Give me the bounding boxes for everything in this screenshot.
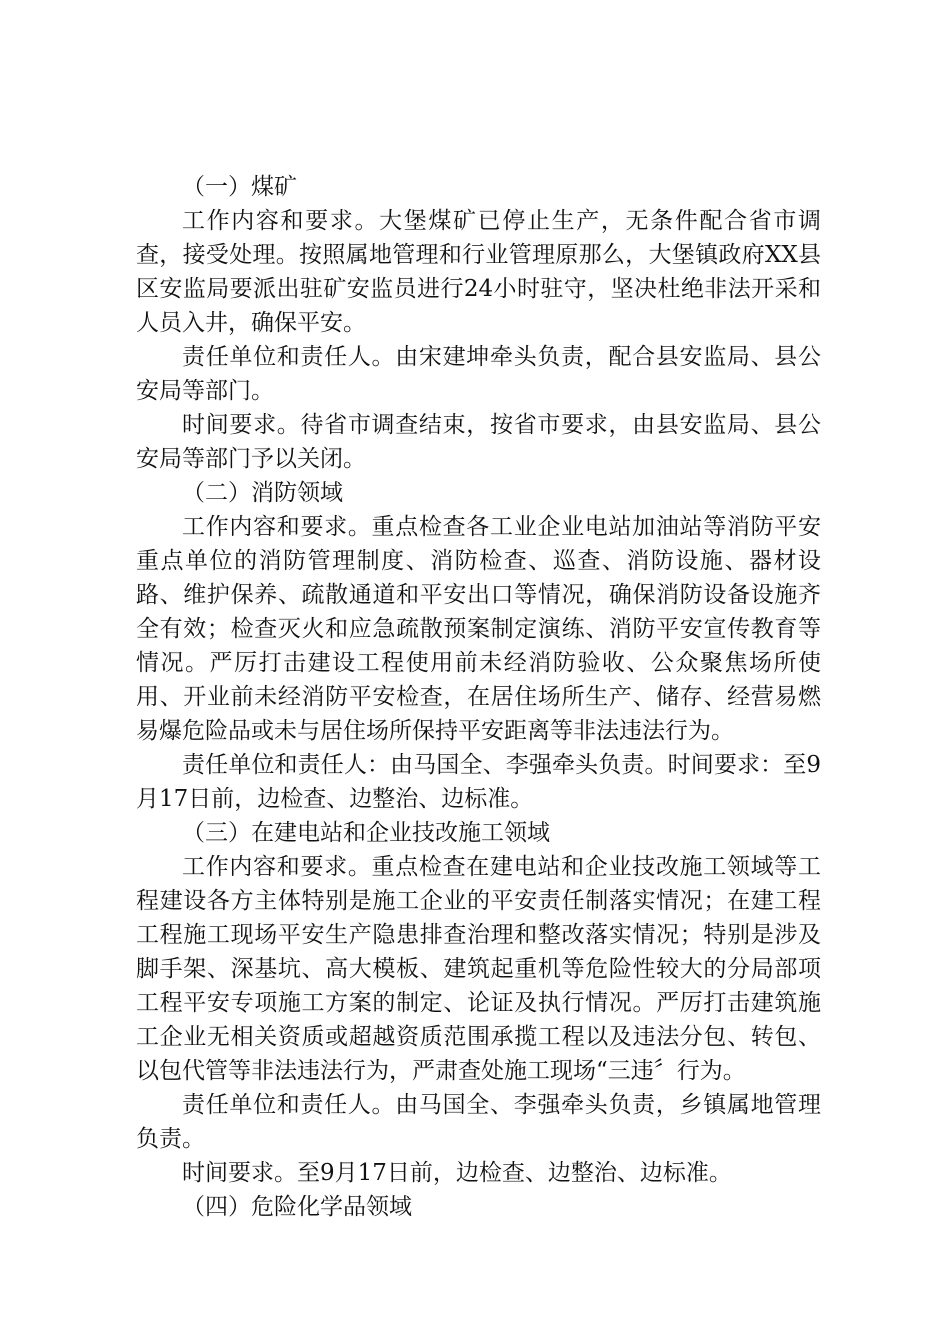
paragraph-fire-responsibility: 责任单位和责任人：由马国全、李强牵头负责。时间要求：至9月17日前，边检查、边整治、边标准。 — [136, 752, 821, 812]
paragraph-coal-time-requirement: 时间要求。待省市调查结束，按省市要求，由县安监局、县公安局等部门予以关闭。 — [136, 412, 821, 472]
section-heading-construction: （三）在建电站和企业技改施工领域 — [182, 820, 550, 846]
paragraph-coal-work-content: 工作内容和要求。大堡煤矿已停止生产，无条件配合省市调查，接受处理。按照属地管理和行业管理原那么，大堡镇政府XX县区安监局要派出驻矿安监员进行24小时驻守，坚决杜绝非法开采和人员入井，确保平安。 — [136, 208, 821, 336]
paragraph-construction-time-requirement: 时间要求。至9月17日前，边检查、边整治、边标准。 — [182, 1160, 732, 1186]
paragraph-construction-work-content: 工作内容和要求。重点检查在建电站和企业技改施工领域等工程建设各方主体特别是施工企业的平安责任制落实情况；在建工程工程施工现场平安生产隐患排查治理和整改落实情况；特别是涉及脚手架、深基坑、高大模板、建筑起重机等危险性较大的分局部项工程平安专项施工方案的制定、论证及执行情况。严厉打击建筑施工企业无相关资质或超越资质范围承揽工程以及违法分包、转包、以包代管等非法违法行为，严肃查处施工现场“三违〞行为。 — [136, 854, 821, 1084]
paragraph-construction-responsibility: 责任单位和责任人。由马国全、李强牵头负责，乡镇属地管理负责。 — [136, 1092, 821, 1152]
document-body — [136, 170, 821, 1224]
section-heading-coal-mine: （一）煤矿 — [182, 174, 297, 200]
section-heading-fire-protection: （二）消防领域 — [182, 480, 343, 506]
section-heading-hazardous-chemicals: （四）危险化学品领域 — [182, 1194, 412, 1220]
paragraph-coal-responsibility: 责任单位和责任人。由宋建坤牵头负责，配合县安监局、县公安局等部门。 — [136, 344, 821, 404]
paragraph-fire-work-content: 工作内容和要求。重点检查各工业企业电站加油站等消防平安重点单位的消防管理制度、消防检查、巡查、消防设施、器材设路、维护保养、疏散通道和平安出口等情况，确保消防设备设施齐全有效；检查灭火和应急疏散预案制定演练、消防平安宣传教育等情况。严厉打击建设工程使用前未经消防验收、公众聚焦场所使用、开业前未经消防平安检查，在居住场所生产、储存、经营易燃易爆危险品或未与居住场所保持平安距离等非法违法行为。 — [136, 514, 821, 744]
